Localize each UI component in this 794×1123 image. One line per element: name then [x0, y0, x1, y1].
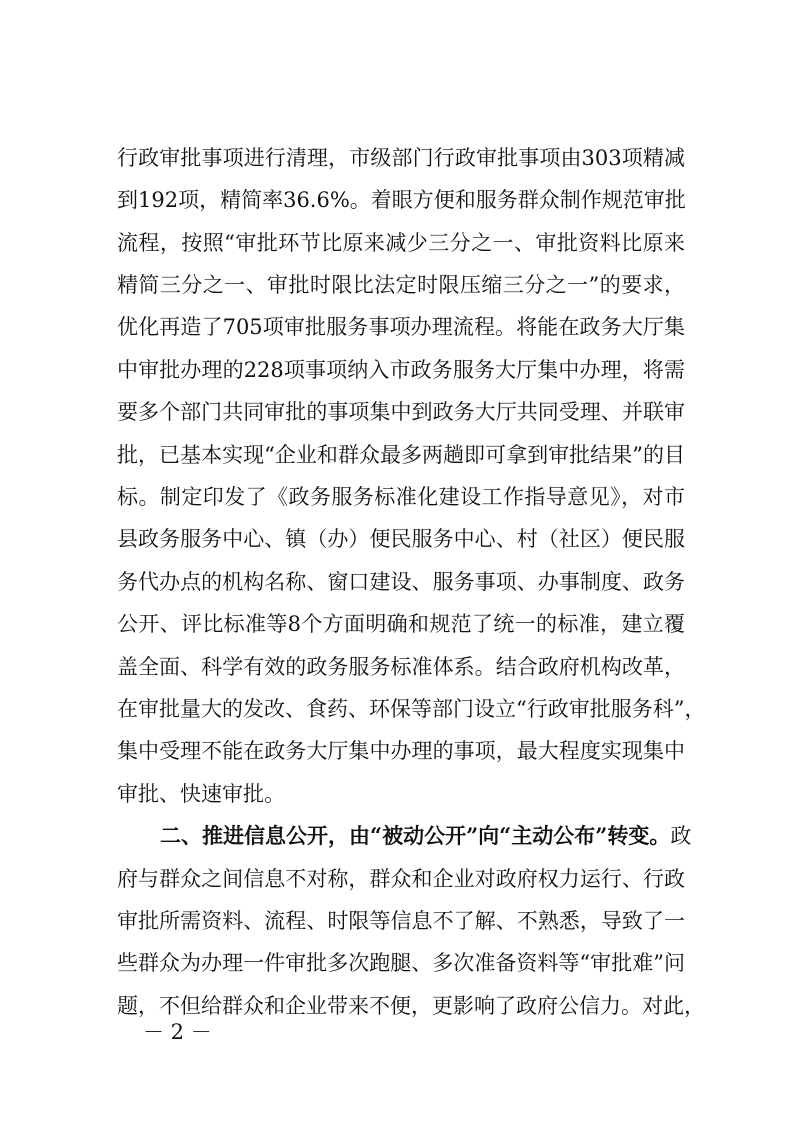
paragraph-1-line-16: 审批、快速审批。 — [117, 782, 285, 806]
paragraph-1-line-7: 要多个部门共同审批的事项集中到政务大厅共同受理、并联审 — [117, 400, 685, 424]
paragraph-2-line-3: 审批所需资料、流程、时限等信息不了解、不熟悉，导致了一 — [117, 909, 685, 933]
paragraph-1-line-12: 公开、评比标准等8个方面明确和规范了统一的标准，建立覆 — [117, 612, 685, 636]
paragraph-1-line-4: 精简三分之一、审批时限比法定时限压缩三分之一”的要求， — [117, 273, 685, 297]
paragraph-2-first-line — [160, 821, 692, 851]
page-number: － 2 － — [143, 1020, 212, 1044]
paragraph-2-first-line-tail: 政 — [670, 824, 692, 848]
paragraph-1-line-1: 行政审批事项进行清理，市级部门行政审批事项由303项精减 — [117, 146, 685, 170]
paragraph-1-line-9: 标。制定印发了《政务服务标准化建设工作指导意见》，对市 — [117, 485, 685, 509]
paragraph-1-line-14: 在审批量大的发改、食药、环保等部门设立“行政审批服务科”， — [117, 697, 706, 721]
paragraph-1-line-13: 盖全面、科学有效的政务服务标准体系。结合政府机构改革， — [117, 655, 685, 679]
paragraph-1-line-15: 集中受理不能在政务大厅集中办理的事项，最大程度实现集中 — [117, 739, 685, 763]
paragraph-1-line-8: 批，已基本实现“企业和群众最多两趟即可拿到审批结果”的目 — [117, 443, 685, 467]
paragraph-1-line-6: 中审批办理的228项事项纳入市政务服务大厅集中办理，将需 — [117, 358, 685, 382]
paragraph-2-line-5: 题，不但给群众和企业带来不便，更影响了政府公信力。对此， — [117, 994, 705, 1018]
section-heading: 二、推进信息公开，由“被动公开”向“主动公布”转变。 — [160, 823, 671, 848]
paragraph-2-line-4: 些群众为办理一件审批多次跑腿、多次准备资料等“审批难”问 — [117, 951, 685, 975]
paragraph-1-line-3: 流程，按照“审批环节比原来减少三分之一、审批资料比原来 — [117, 231, 685, 255]
paragraph-1-line-5: 优化再造了705项审批服务事项办理流程。将能在政务大厅集 — [117, 315, 685, 339]
paragraph-1-line-11: 务代办点的机构名称、窗口建设、服务事项、办事制度、政务 — [117, 570, 685, 594]
paragraph-1-line-10: 县政务服务中心、镇（办）便民服务中心、村（社区）便民服 — [117, 527, 685, 551]
paragraph-2-line-2: 府与群众之间信息不对称，群众和企业对政府权力运行、行政 — [117, 867, 685, 891]
paragraph-1-line-2: 到192项，精简率36.6%。着眼方便和服务群众制作规范审批 — [117, 188, 686, 212]
